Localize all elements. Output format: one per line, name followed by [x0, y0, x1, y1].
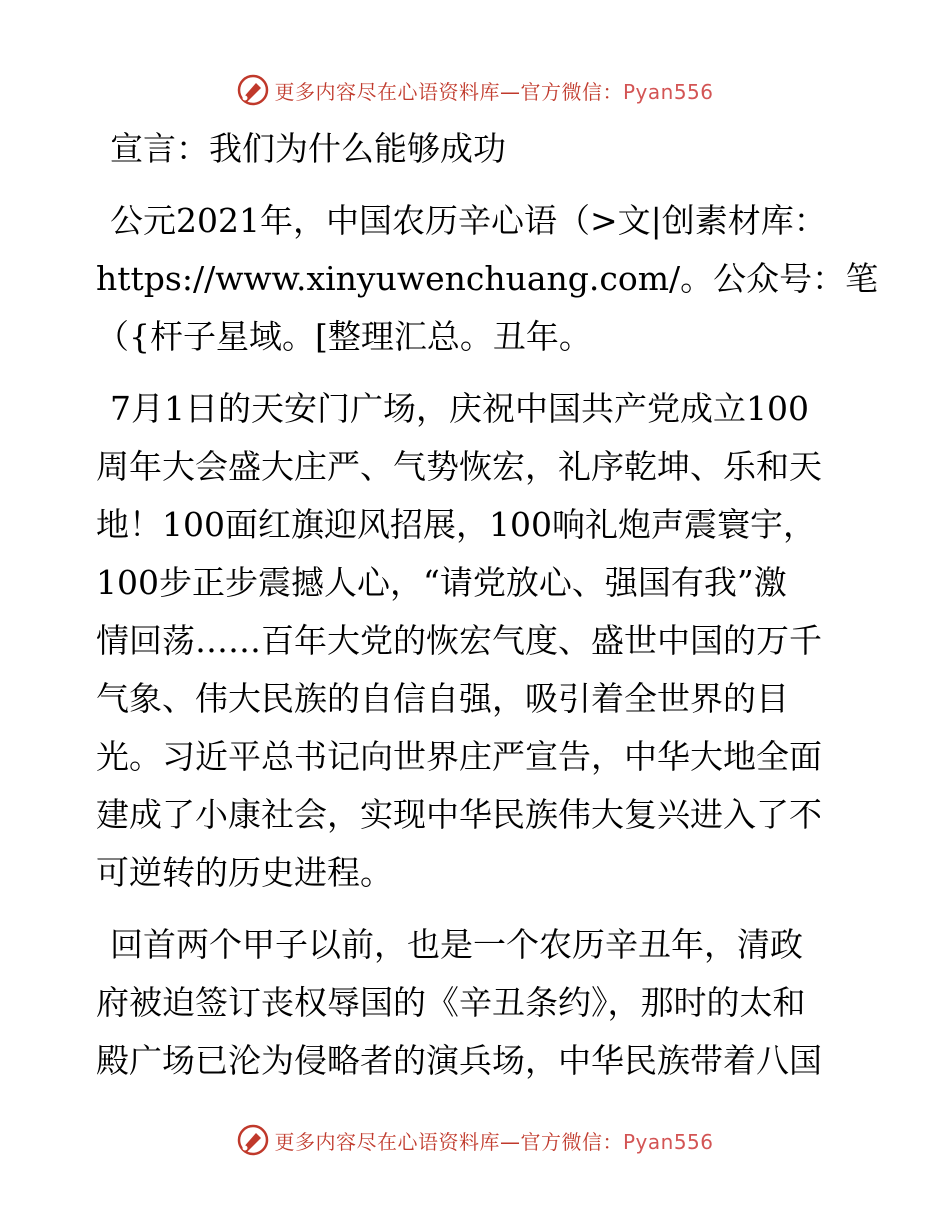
wechat-id: Pyan556 — [622, 1129, 714, 1154]
paragraph-line: 殿广场已沦为侵略者的演兵场，中华民族带着八国 — [96, 1041, 822, 1080]
wechat-id: Pyan556 — [622, 79, 714, 104]
paragraph-container — [96, 192, 879, 1090]
paragraph-line: 回首两个甲子以前，也是一个农历辛丑年，清政 — [110, 925, 803, 964]
paragraph-line: 公元2021年，中国农历辛心语（>文|创素材库： — [110, 201, 827, 240]
watermark-text: 更多内容尽在心语资料库—官方微信：Pyan556 — [274, 1129, 714, 1154]
paragraph-line: 地！100面红旗迎风招展，100响礼炮声震寰宇， — [96, 505, 816, 544]
page-title: 宣言：我们为什么能够成功 — [110, 129, 506, 168]
paragraph-line: 情回荡……百年大党的恢宏气度、盛世中国的万千 — [96, 621, 822, 660]
paragraph-line: 建成了小康社会，实现中华民族伟大复兴进入了不 — [96, 795, 822, 834]
paragraph-line: 府被迫签订丧权辱国的《辛丑条约》，那时的太和 — [96, 983, 806, 1022]
pen-nib-logo-icon — [236, 73, 270, 107]
document-body — [96, 120, 879, 1104]
paragraph-line: 周年大会盛大庄严、气势恢宏，礼序乾坤、乐和天 — [96, 447, 822, 486]
header-watermark-banner — [0, 70, 950, 110]
paragraph-line: 100步正步震撼人心，“请党放心、强国有我”激 — [96, 563, 787, 602]
paragraph-line: 气象、伟大民族的自信自强，吸引着全世界的目 — [96, 679, 789, 718]
paragraph-line: 光。习近平总书记向世界庄严宣告，中华大地全面 — [96, 737, 822, 776]
watermark-text: 更多内容尽在心语资料库—官方微信：Pyan556 — [274, 79, 714, 104]
pen-nib-logo-icon — [236, 1123, 270, 1157]
paragraph-line: 可逆转的历史进程。 — [96, 853, 393, 892]
paragraph — [96, 916, 856, 1090]
paragraph-line: 7月1日的天安门广场，庆祝中国共产党成立100 — [110, 389, 809, 428]
paragraph-line: （{杆子星域。[整理汇总。丑年。 — [96, 317, 592, 356]
footer-watermark-banner — [0, 1120, 950, 1160]
paragraph — [96, 192, 879, 366]
paragraph-line: https://www.xinyuwenchuang.com/。公众号：笔 — [96, 259, 879, 298]
paragraph — [96, 380, 856, 902]
